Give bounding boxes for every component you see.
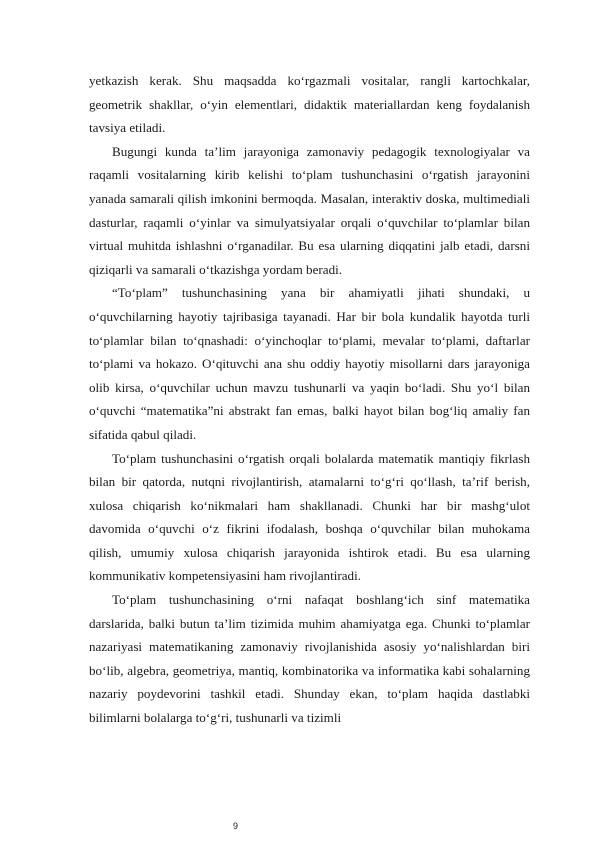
paragraph-4: To‘plam tushunchasini o‘rgatish orqali bolalarda matematik mantiqiy fikrlash bilan bir qatorda, nutqni rivojlantirish, atamalarni to‘g‘ri qo‘llash, ta’rif berish, xulosa chiqarish ko‘nikmalari ham shakllanadi. Chunki har bir mashg‘ulot davomida o‘quvchi o‘z fikrini ifodalash, boshqa o‘quvchilar bilan muhokama qilish, umumiy xulosa chiqarish jarayonida ishtirok etadi. Bu esa ularning kommunikativ kompetensiyasini ham rivojlantiradi. bbox=[89, 450, 530, 584]
body-text bbox=[89, 69, 530, 730]
paragraph-1: yetkazish kerak. Shu maqsadda ko‘rgazmali vositalar, rangli kartochkalar, geometrik shakllar, o‘yin elementlari, didaktik materiallardan keng foydalanish tavsiya etiladi. bbox=[89, 73, 530, 136]
paragraph-3: “To‘plam” tushunchasining yana bir ahamiyatli jihati shundaki, u o‘quvchilarning hayotiy tajribasiga tayanadi. Har bir bola kundalik hayotda turli to‘plamlar bilan to‘qnashadi: o‘yinchoqlar to‘plami, mevalar to‘plami, daftarlar to‘plami va hokazo. O‘qituvchi ana shu oddiy hayotiy misollarni dars jarayoniga olib kirsa, o‘quvchilar uchun mavzu tushunarli va yaqin bo‘ladi. Shu yo‘l bilan o‘quvchi “matematika”ni abstrakt fan emas, balki hayot bilan bog‘liq amaliy fan sifatida qabul qiladi. bbox=[89, 285, 530, 442]
paragraph-5: To‘plam tushunchasining o‘rni nafaqat boshlang‘ich sinf matematika darslarida, balki butun ta’lim tizimida muhim ahamiyatga ega. Chunki to‘plamlar nazariyasi matematikaning zamonaviy rivojlanishida asosiy yo‘nalishlardan biri bo‘lib, algebra, geometriya, mantiq, kombinatorika va informatika kabi sohalarning nazariy poydevorini tashkil etadi. Shunday ekan, to‘plam haqida dastlabki bilimlarni bolalarga to‘g‘ri, tushunarli va tizimli bbox=[89, 592, 530, 726]
paragraph-2: Bugungi kunda ta’lim jarayoniga zamonaviy pedagogik texnologiyalar va raqamli vositalarning kirib kelishi to‘plam tushunchasini o‘rgatish jarayonini yanada samarali qilish imkonini bermoqda. Masalan, interaktiv doska, multimediali dasturlar, raqamli o‘yinlar va simulyatsiyalar orqali o‘quvchilar to‘plamlar bilan virtual muhitda ishlashni o‘rganadilar. Bu esa ularning diqqatini jalb etadi, darsni qiziqarli va samarali o‘tkazishga yordam beradi. bbox=[89, 143, 530, 277]
page-number: 9 bbox=[233, 821, 239, 831]
